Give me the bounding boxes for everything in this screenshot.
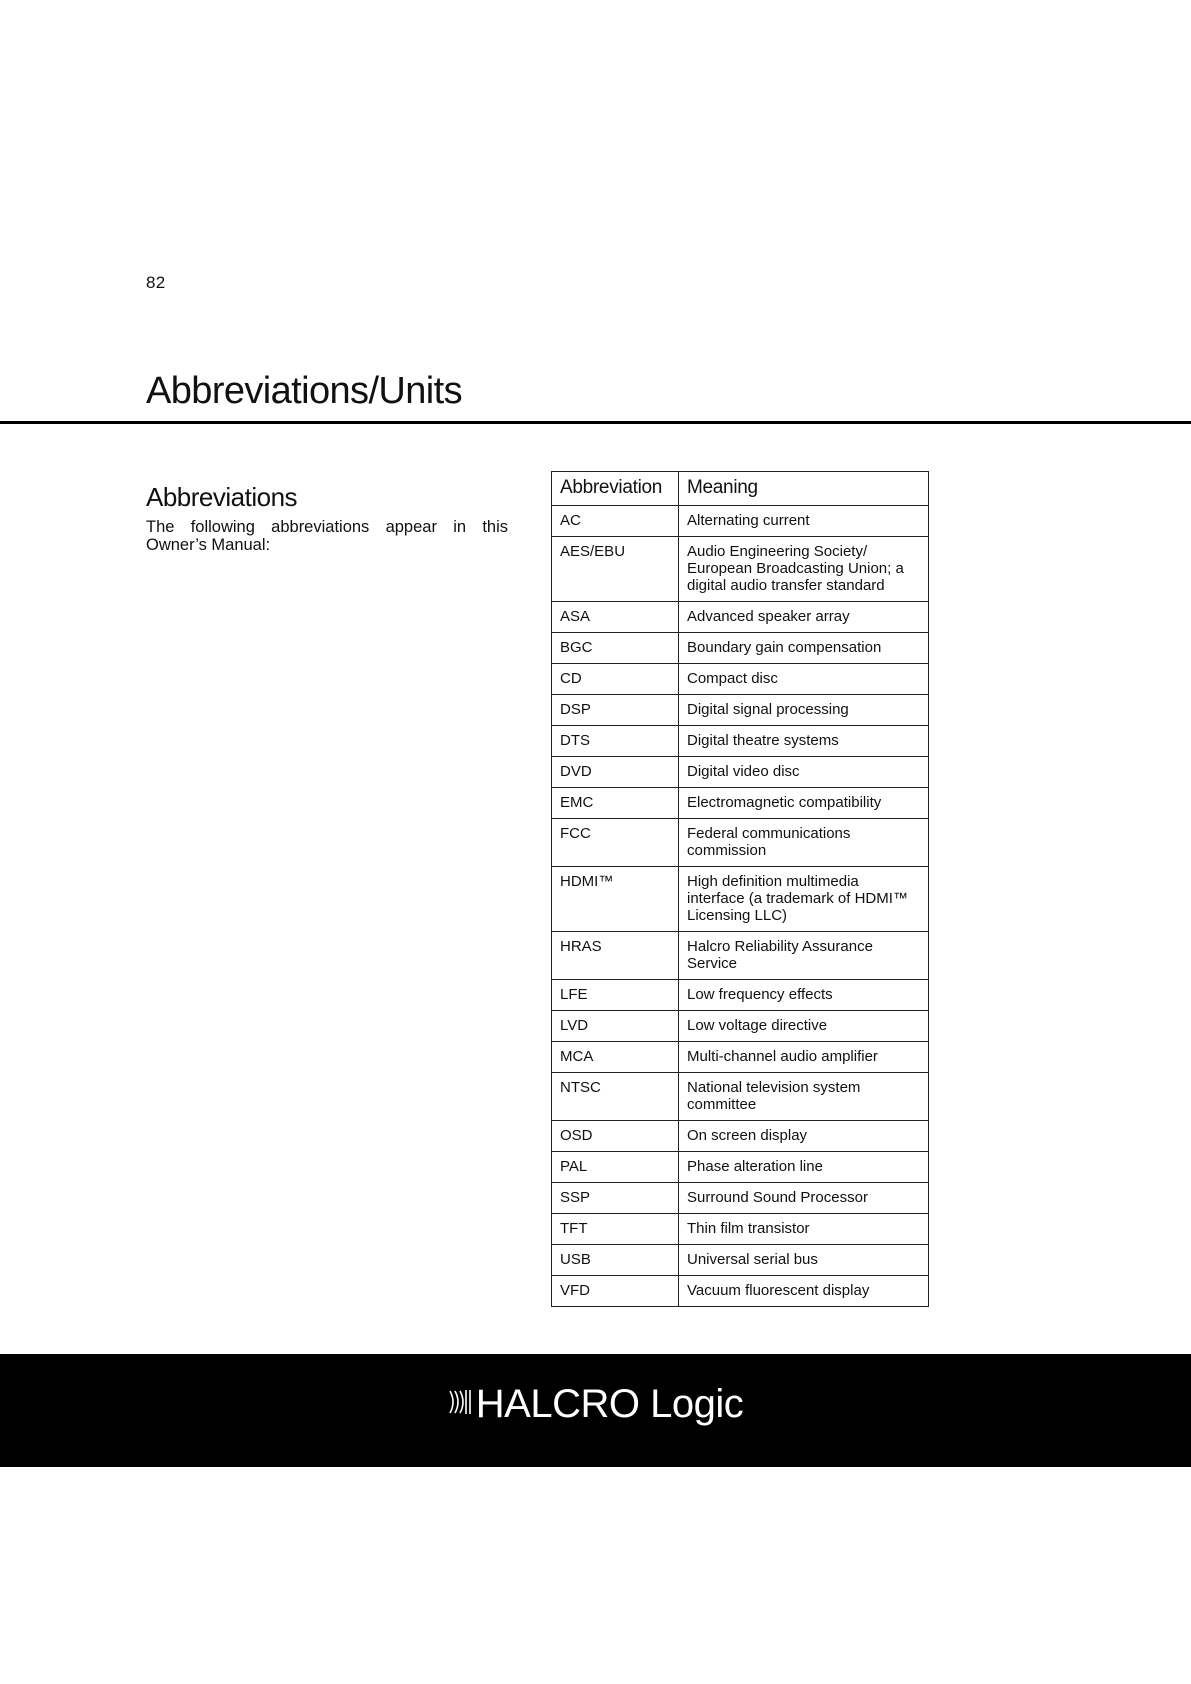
table-header-row: [552, 472, 929, 506]
table-row: [552, 1121, 929, 1152]
meaning-cell: Digital video disc: [679, 757, 929, 788]
abbreviation-cell: OSD: [552, 1121, 679, 1152]
halcro-wave-lines-icon: [448, 1384, 474, 1424]
table-row: [552, 980, 929, 1011]
abbreviation-cell: VFD: [552, 1276, 679, 1307]
page-number: 82: [146, 273, 166, 292]
abbreviations-table: [551, 471, 929, 1307]
abbreviation-cell: DVD: [552, 757, 679, 788]
table-row: [552, 1276, 929, 1307]
abbreviation-cell: TFT: [552, 1214, 679, 1245]
meaning-cell: Low voltage directive: [679, 1011, 929, 1042]
brand-logo: [0, 1384, 1191, 1426]
page-title: Abbreviations/Units: [146, 370, 462, 412]
abbreviation-cell: MCA: [552, 1042, 679, 1073]
table-row: [552, 1183, 929, 1214]
footer-band: [0, 1354, 1191, 1467]
meaning-cell: Phase alteration line: [679, 1152, 929, 1183]
abbreviation-cell: AES/EBU: [552, 537, 679, 602]
abbreviation-cell: PAL: [552, 1152, 679, 1183]
abbreviation-cell: AC: [552, 506, 679, 537]
table-row: [552, 695, 929, 726]
abbreviation-cell: DTS: [552, 726, 679, 757]
meaning-cell: Electromagnetic compatibility: [679, 788, 929, 819]
table-row: [552, 788, 929, 819]
abbreviation-cell: EMC: [552, 788, 679, 819]
abbreviation-cell: BGC: [552, 633, 679, 664]
table-row: [552, 1073, 929, 1121]
table-row: [552, 1152, 929, 1183]
meaning-cell: Digital signal processing: [679, 695, 929, 726]
meaning-cell: Audio Engineering Society/ European Broadcasting Union; a digital audio transfer standard: [679, 537, 929, 602]
meaning-cell: Low frequency effects: [679, 980, 929, 1011]
meaning-cell: Multi-channel audio amplifier: [679, 1042, 929, 1073]
meaning-cell: National television system committee: [679, 1073, 929, 1121]
table-row: [552, 1042, 929, 1073]
table-row: [552, 602, 929, 633]
table-row: [552, 664, 929, 695]
table-body: [552, 506, 929, 1307]
abbreviation-cell: HRAS: [552, 932, 679, 980]
meaning-cell: Boundary gain compensation: [679, 633, 929, 664]
intro-paragraph: The following abbreviations appear in this Owner’s Manual:: [146, 518, 508, 554]
table-row: [552, 726, 929, 757]
abbreviation-cell: DSP: [552, 695, 679, 726]
section-heading: Abbreviations: [146, 482, 298, 512]
table-row: [552, 867, 929, 932]
meaning-cell: Surround Sound Processor: [679, 1183, 929, 1214]
table-row: [552, 1214, 929, 1245]
abbreviation-cell: LVD: [552, 1011, 679, 1042]
table-row: [552, 506, 929, 537]
table-row: [552, 633, 929, 664]
table-row: [552, 932, 929, 980]
abbreviation-cell: HDMI™: [552, 867, 679, 932]
meaning-cell: High definition multimedia interface (a trademark of HDMI™ Licensing LLC): [679, 867, 929, 932]
meaning-cell: Universal serial bus: [679, 1245, 929, 1276]
column-header-meaning: Meaning: [679, 472, 929, 506]
table-row: [552, 819, 929, 867]
abbreviation-cell: CD: [552, 664, 679, 695]
meaning-cell: Compact disc: [679, 664, 929, 695]
table-row: [552, 537, 929, 602]
abbreviation-cell: USB: [552, 1245, 679, 1276]
abbreviation-cell: NTSC: [552, 1073, 679, 1121]
brand-name: HALCRO Logic: [475, 1382, 744, 1426]
meaning-cell: Digital theatre systems: [679, 726, 929, 757]
table-row: [552, 1245, 929, 1276]
meaning-cell: Thin film transistor: [679, 1214, 929, 1245]
title-divider: [0, 421, 1191, 424]
abbreviation-cell: SSP: [552, 1183, 679, 1214]
abbreviation-cell: LFE: [552, 980, 679, 1011]
meaning-cell: Vacuum fluorescent display: [679, 1276, 929, 1307]
table-row: [552, 1011, 929, 1042]
meaning-cell: Federal communications commission: [679, 819, 929, 867]
meaning-cell: Alternating current: [679, 506, 929, 537]
abbreviation-cell: FCC: [552, 819, 679, 867]
meaning-cell: On screen display: [679, 1121, 929, 1152]
column-header-abbreviation: Abbreviation: [552, 472, 679, 506]
meaning-cell: Halcro Reliability Assurance Service: [679, 932, 929, 980]
meaning-cell: Advanced speaker array: [679, 602, 929, 633]
abbreviation-cell: ASA: [552, 602, 679, 633]
table-row: [552, 757, 929, 788]
